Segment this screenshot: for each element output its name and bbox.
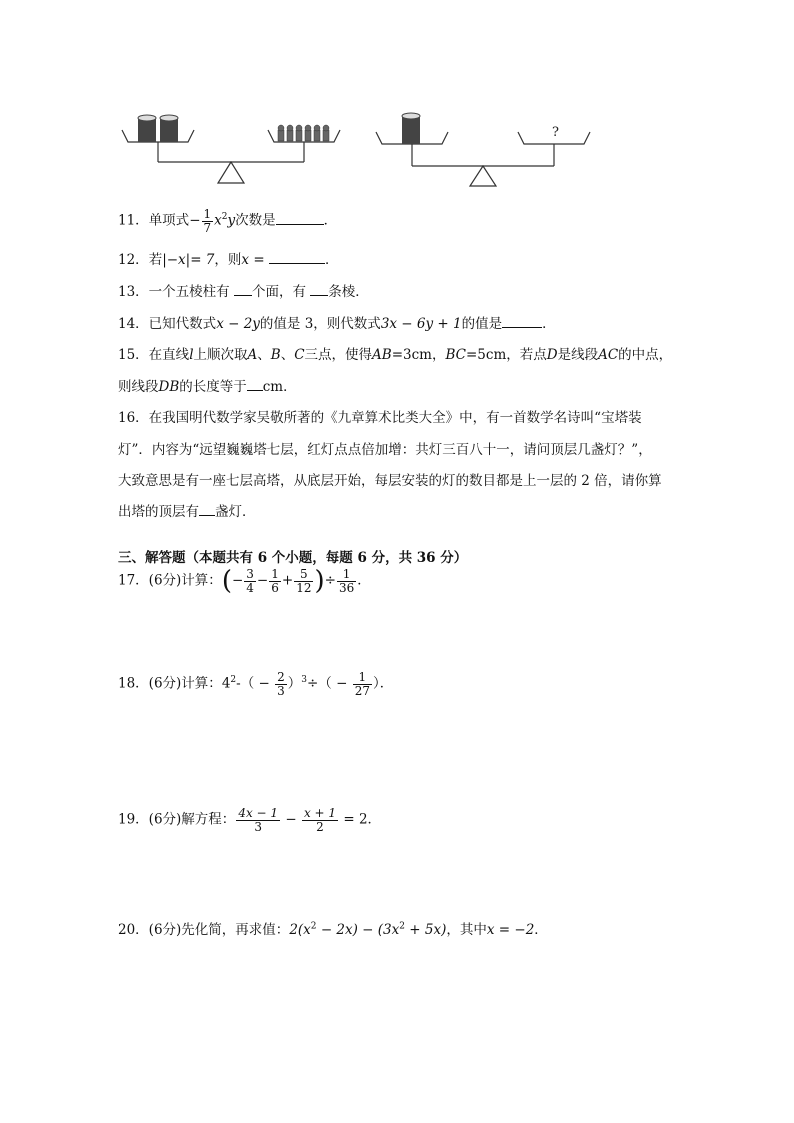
small-weights-icon [278,125,329,141]
question-16-line-2: 灯”．内容为“远望巍巍塔七层，红灯点点倍加增：共灯三百八十一，请问顶层几盏灯？”， [118,442,652,458]
balance-scales-figure [118,110,608,190]
question-15-line-2: 则线段DB的长度等于 cm． [118,379,297,395]
question-20: 20．(6分)先化简，再求值：$2(x^2 - 2x) - (3x^2 + 5x)$，其中x = −2． [118,921,548,938]
cylinder-weight-icon [402,113,420,144]
answer-blank[interactable] [247,389,263,391]
answer-blank[interactable] [269,262,325,264]
answer-blank[interactable] [310,294,328,296]
answer-blank[interactable] [502,326,542,328]
answer-blank[interactable] [234,294,252,296]
question-17: 17．(6分)计算：(− $\frac{3}{4}$ − $\frac{1}{6}$ + $\frac{5}{12}$ )÷ $\frac{1}{36}$ ． [118,566,371,596]
question-number: 11． [118,212,149,229]
question-16-line-3: 大致意思是有一座七层高塔，从底层开始，每层安装的灯的数目都是上一层的 2 倍，请你算 [118,473,662,489]
cylinder-weight-icon [138,115,178,142]
question-12: 12．若|−x|= 7，则x = ． [118,252,339,268]
question-mark: ? [552,125,559,140]
question-14: 14．已知代数式x − 2y的值是 3，则代数式3x − 6y + 1的值是 ． [118,316,556,332]
fraction: $\frac{1}{7}$ [203,207,212,235]
answer-blank[interactable] [276,223,324,225]
question-18: 18．(6分)计算：$4^2-$（ − $\frac{2}{3}$ ）$^3$÷（ − $\frac{1}{27}$ ）． [118,670,394,698]
question-16-line-1: 16．在我国明代数学家吴敬所著的《九章算术比类大全》中，有一首数学名诗叫“宝塔装 [118,410,642,426]
question-13: 13．一个五棱柱有 个面，有 条棱． [118,284,369,300]
answer-blank[interactable] [199,514,215,516]
question-16-line-4: 出塔的顶层有 盏灯． [118,504,256,520]
question-11: 11．单项式− $\frac{1}{7}$ $x^2y$次数是 ． [118,207,338,235]
section-title: 三、解答题（本题共有 6 个小题，每题 6 分，共 36 分） [118,550,468,566]
question-15-line-1: 15．在直线l上顺次取A、B、C三点，使得AB=3cm，BC=5cm，若点D是线段AC的中点， [118,347,673,363]
question-19: 19．(6分)解方程： $\frac{4x - 1}{3}$ − $\frac{x + 1}{2}$ = 2． [118,806,382,834]
